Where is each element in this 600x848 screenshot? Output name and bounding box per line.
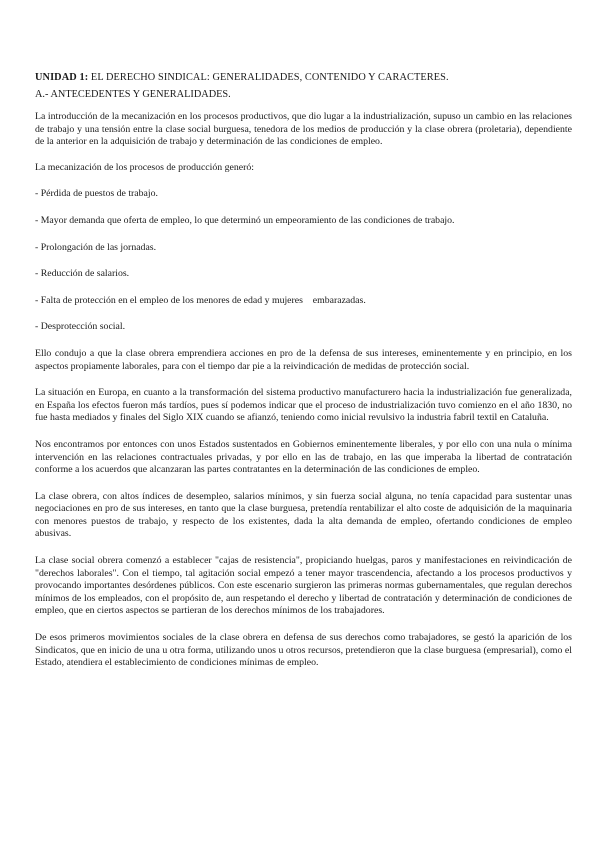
body-paragraph: La clase social obrera comenzó a establecer "cajas de resistencia", propiciando huelgas, paros y manifestaciones en reivindicación de "derechos laborales". Con el tiempo, tal agitación social empezó a tener mayor trascendencia, afectando a los procesos productivos y provocando importantes desórdenes públicos. Con este escenario surgieron las primeras normas gubernamentales, que regulan derechos mínimos de los empleados, con el propósito de, aun respetando el derecho y libertad de contratación y determinación de condiciones de empleo, que en ciertos aspectos se partieran de los derechos mínimos de los trabajadores.: [35, 555, 572, 617]
effect-item: - Reducción de salarios.: [35, 268, 130, 280]
effect-item: - Pérdida de puestos de trabajo.: [35, 188, 158, 200]
intro-paragraph: La introducción de la mecanización en los procesos productivos, que dio lugar a la industrialización, supuso un cambio en las relaciones de trabajo y una tensión entre la clase social burguesa, tenedora de los medios de producción y la clase obrera (proletaria), dependiente de la anterior en la adquisición de trabajo y determinación de las condiciones de empleo.: [35, 111, 572, 148]
effect-item: - Desprotección social.: [35, 321, 126, 333]
section-title: A.- ANTECEDENTES Y GENERALIDADES.: [35, 89, 231, 100]
body-paragraph: De esos primeros movimientos sociales de la clase obrera en defensa de sus derechos como trabajadores, se gestó la aparición de los Sindicatos, que en inicio de una u otra forma, utilizando unos u otros recursos, pretendieron que la clase burguesa (empresarial), como el Estado, atendiera el establecimiento de condiciones mínimas de empleo.: [35, 632, 572, 669]
effect-item: - Mayor demanda que oferta de empleo, lo que determinó un empeoramiento de las condiciones de trabajo.: [35, 214, 455, 226]
unit-title: EL DERECHO SINDICAL: GENERALIDADES, CONTENIDO Y CARACTERES.: [88, 72, 449, 83]
body-paragraph: Nos encontramos por entonces con unos Estados sustentados en Gobiernos eminentemente liberales, y por ello con una nula o mínima intervención en las relaciones contractuales privadas, y por ello en las de trabajo, en las que imperaba la libertad de contratación conforme a los acuerdos que alcanzaran las partes contratantes en la determinación de las condiciones de empleo.: [35, 438, 572, 476]
effect-item: - Prolongación de las jornadas.: [35, 241, 157, 253]
body-paragraph: La clase obrera, con altos índices de desempleo, salarios mínimos, y sin fuerza social alguna, no tenía capacidad para sustentar unas negociaciones en pro de sus intereses, en tanto que la clase burguesa, pretendía rentabilizar el alto coste de adquisición de la maquinaria con menores puestos de trabajo, y respecto de los existentes, dada la alta demanda de empleo, ofertando condiciones de empleo abusivas.: [35, 490, 572, 540]
body-paragraph: Ello condujo a que la clase obrera emprendiera acciones en pro de la defensa de sus intereses, eminentemente y en principio, en los aspectos propiamente laborales, para con el tiempo dar pie a la reivindicación de medidas de protección social.: [35, 347, 572, 372]
unit-heading: [35, 71, 572, 84]
document-page: [35, 71, 572, 670]
list-lead: La mecanización de los procesos de producción generó:: [35, 161, 254, 173]
body-paragraph: La situación en Europa, en cuanto a la transformación del sistema productivo manufacturero hacia la industrialización fue generalizada, en España los efectos fueron más tardíos, pues sí podemos indicar que el proceso de industrialización tuvo comienzo en el año 1830, no fue hasta mediados y finales del Siglo XIX cuando se afianzó, teniendo como inicial revulsivo la industria fabril textil en Cataluña.: [35, 387, 572, 424]
effect-item: - Falta de protección en el empleo de los menores de edad y mujeres embarazadas.: [35, 294, 366, 306]
unit-label: UNIDAD 1:: [35, 72, 89, 83]
